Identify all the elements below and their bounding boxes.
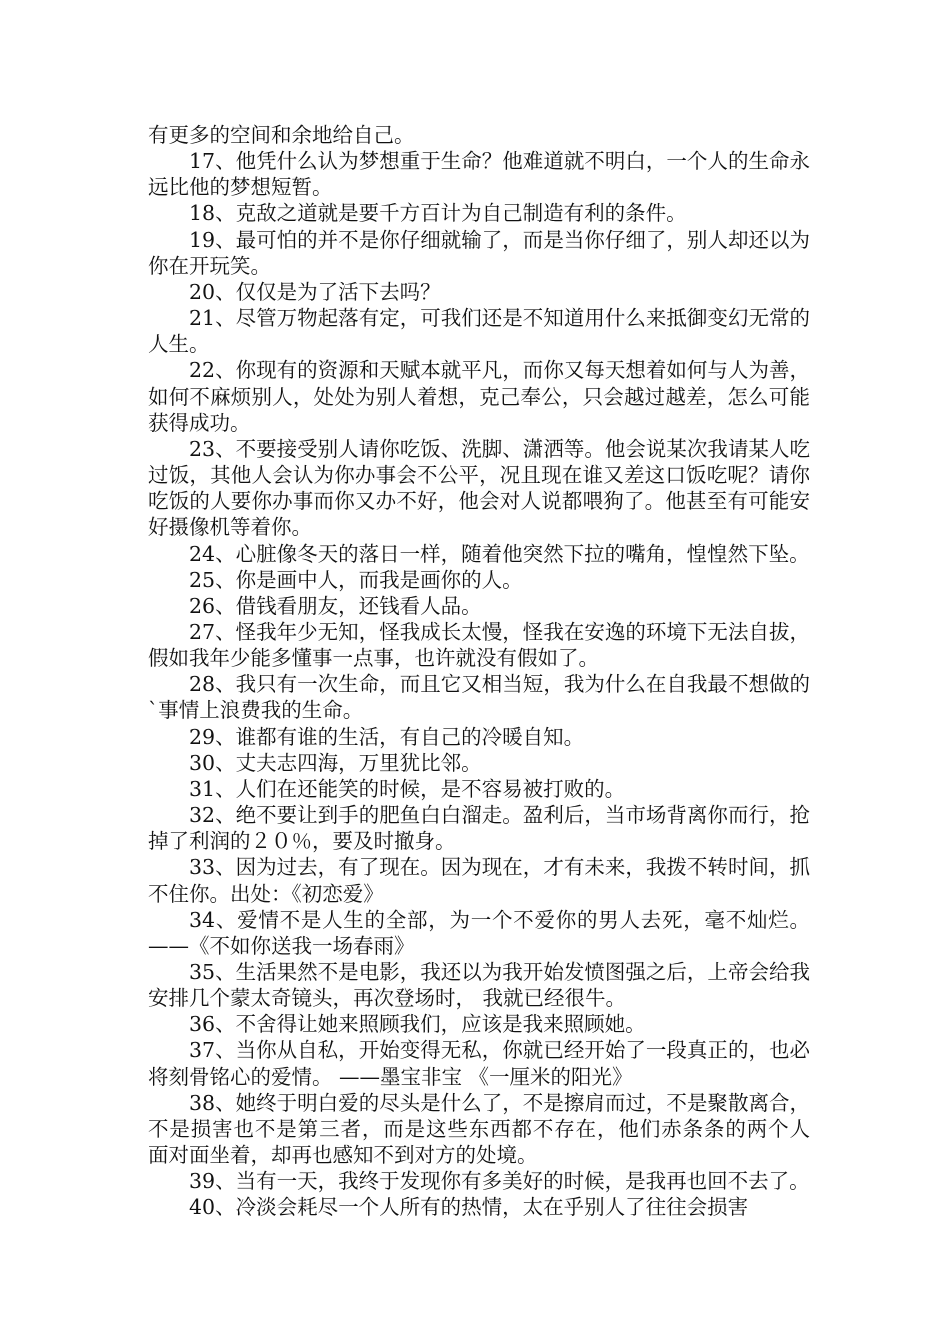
paragraph-28: 28、我只有一次生命，而且它又相当短，我为什么在自我最不想做的`事情上浪费我的生命。: [148, 672, 810, 723]
paragraph-32: 32、绝不要让到手的肥鱼白白溜走。盈利后，当市场背离你而行，抢掉了利润的２０％，要及时撤身。: [148, 803, 810, 854]
paragraph-23: 23、不要接受别人请你吃饭、洗脚、潇洒等。他会说某次我请某人吃过饭，其他人会认为你办事会不公平，况且现在谁又差这口饭吃呢？请你吃饭的人要你办事而你又办不好，他会对人说都喂狗了。他甚至有可能安好摄像机等着你。: [148, 436, 810, 540]
paragraph-25: 25、你是画中人，而我是画你的人。: [189, 567, 523, 592]
paragraph-30: 30、丈夫志四海，万里犹比邻。: [189, 750, 482, 775]
paragraph-19: 19、最可怕的并不是你仔细就输了，而是当你仔细了，别人却还以为你在开玩笑。: [148, 227, 810, 278]
paragraph-27: 27、怪我年少无知，怪我成长太慢，怪我在安逸的环境下无法自拔，假如我年少能多懂事一点事，也许就没有假如了。: [148, 619, 810, 671]
document-page: [148, 122, 810, 1221]
paragraph-29: 29、谁都有谁的生活，有自己的冷暖自知。: [189, 724, 585, 749]
paragraph-36: 36、不舍得让她来照顾我们，应该是我来照顾她。: [189, 1012, 646, 1037]
paragraph-continuation: 有更多的空间和余地给自己。: [148, 123, 415, 147]
paragraph-17: 17、他凭什么认为梦想重于生命？他难道就不明白，一个人的生命永远比他的梦想短暂。: [148, 149, 810, 200]
paragraph-26: 26、借钱看朋友，还钱看人品。: [189, 593, 482, 618]
paragraph-40: 40、冷淡会耗尽一个人所有的热情，太在乎别人了往往会损害: [189, 1195, 749, 1220]
paragraph-33: 33、因为过去，有了现在。因为现在，才有未来，我拨不转时间，抓不住你。出处：《初恋爱》: [148, 855, 810, 906]
paragraph-22: 22、你现有的资源和天赋本就平凡，而你又每天想着如何与人为善，如何不麻烦别人，处处为别人着想，克己奉公，只会越过越差，怎么可能获得成功。: [148, 358, 810, 435]
paragraph-31: 31、人们在还能笑的时候，是不容易被打败的。: [189, 776, 626, 801]
paragraph-37: 37、当你从自私，开始变得无私，你就已经开始了一段真正的，也必将刻骨铭心的爱情。 ——墨宝非宝 《一厘米的阳光》: [148, 1038, 810, 1089]
paragraph-20: 20、仅仅是为了活下去吗？: [189, 279, 441, 304]
paragraph-39: 39、当有一天，我终于发现你有多美好的时候，是我再也回不去了。: [189, 1169, 810, 1194]
paragraph-38: 38、她终于明白爱的尽头是什么了，不是擦肩而过，不是聚散离合，不是损害也不是第三者，而是这些东西都不存在，他们赤条条的两个人 面对面坐着，却再也感知不到对方的处境。: [148, 1090, 810, 1168]
paragraph-34: 34、爱情不是人生的全部，为一个不爱你的男人去死，毫不灿烂。——《不如你送我一场春雨》: [148, 907, 810, 958]
paragraph-24: 24、心脏像冬天的落日一样，随着他突然下拉的嘴角，惶惶然下坠。: [189, 541, 810, 566]
paragraph-18: 18、克敌之道就是要千方百计为自己制造有利的条件。: [189, 201, 687, 226]
paragraph-21: 21、尽管万物起落有定，可我们还是不知道用什么来抵御变幻无常的人生。: [148, 306, 810, 357]
paragraph-35: 35、生活果然不是电影，我还以为我开始发愤图强之后，上帝会给我安排几个蒙太奇镜头，再次登场时， 我就已经很牛。: [148, 960, 810, 1011]
